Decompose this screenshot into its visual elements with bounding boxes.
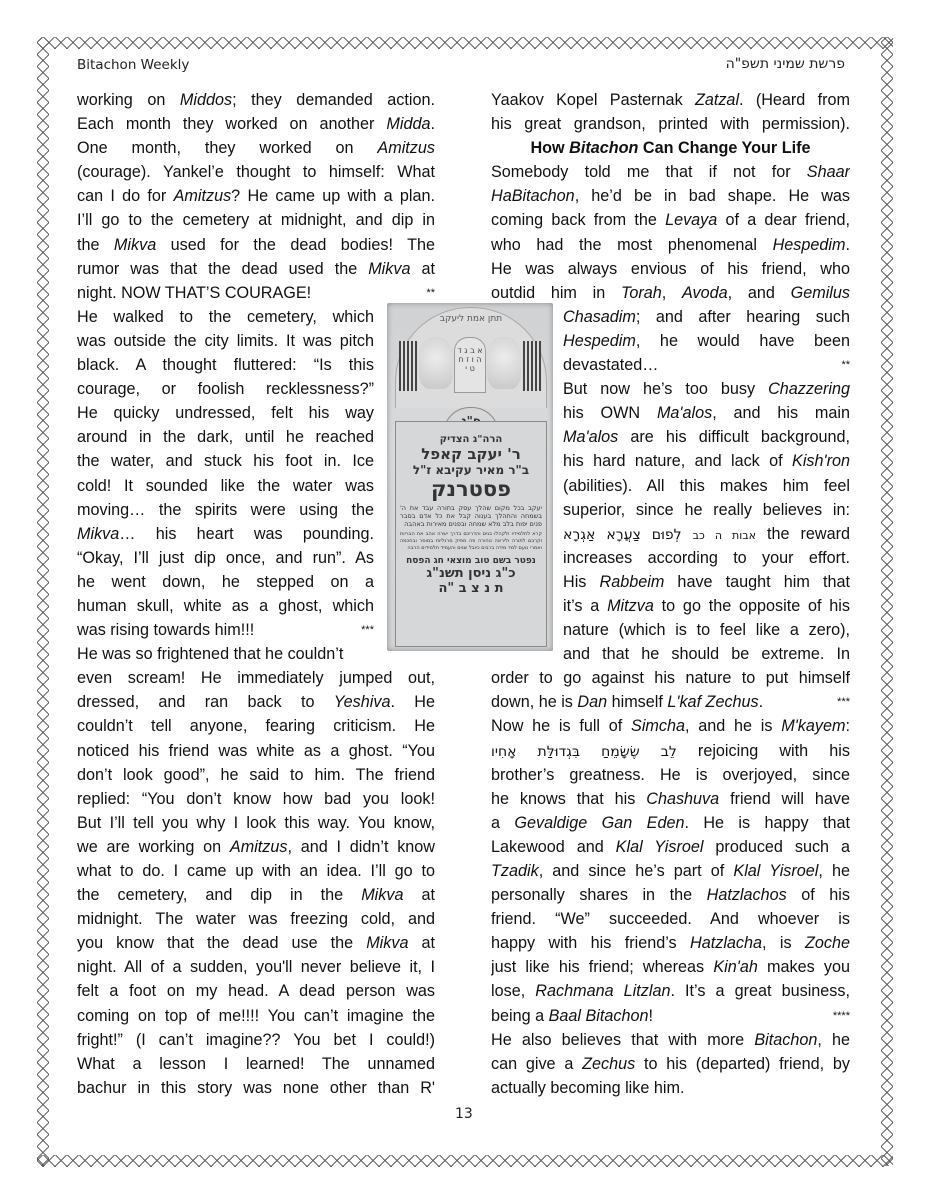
text-line: friend. “We” succeeded. And whoever is: [491, 910, 850, 929]
text-line: actually becoming like him.: [491, 1078, 685, 1097]
text-line: happy with his friend’s Hatzlacha, is Zoche: [491, 934, 850, 953]
text-line: and that he should be extreme. In: [563, 645, 850, 664]
text-line: I’ll go to the cemetery at midnight, and dip in: [77, 211, 435, 230]
text-line: working on Middos; they demanded action.: [77, 91, 435, 109]
text-line: coming on top of me!!!! You can’t imagine the: [77, 1006, 435, 1025]
text-line: he went down, he stepped on a: [77, 572, 374, 591]
section-separator-stars: ***: [837, 696, 850, 709]
article-heading: How Bitachon Can Change Your Life: [530, 139, 811, 158]
text-line: dressed, and ran back to Yeshiva. He: [77, 693, 435, 712]
decorative-border-right: [881, 37, 893, 1166]
text-line: just like his friend; whereas Kin'ah makes you: [491, 958, 850, 977]
text-line: fright!” (I can’t imagine?? You bet I could!): [77, 1030, 435, 1049]
text-line: around in the dark, until he reached: [77, 428, 374, 447]
text-line: couldn’t tell anyone, fearing criticism. He: [77, 717, 435, 736]
text-line-hebrew-quote: לֵב שֶׂשָּׂמֵחַ בִּגְדוּלַּת אָחִיו rejoicing with his: [491, 741, 850, 760]
page-number: 13: [455, 1106, 473, 1122]
text-line: rumor was that the dead used the Mikva at: [77, 259, 435, 278]
text-line: personally shares in the Hatzlachos of his: [491, 886, 850, 905]
text-line: he knows that his Chashuva friend will have: [491, 789, 850, 808]
text-line: Lakewood and Klal Yisroel produced such a: [491, 837, 850, 856]
tombstone-arch: תתן אמת ליעקב: [395, 307, 547, 408]
text-line: we are working on Amitzus, and I didn’t know: [77, 837, 435, 856]
text-line: Now he is full of Simcha, and he is M'kayem:: [491, 717, 850, 736]
text-line: increases according to your effort.: [563, 548, 850, 567]
text-line: Yaakov Kopel Pasternak Zatzal. (Heard from: [491, 91, 850, 109]
decorative-border-top: [37, 37, 893, 49]
text-line: Ma'alos are his difficult background,: [563, 428, 850, 447]
text-line: don’t look good”, he said to him. The friend: [77, 765, 435, 784]
text-line: One month, they worked on Amitzus: [77, 139, 435, 158]
text-line: devastated… **: [563, 353, 850, 377]
text-line: the water, and stuck his foot in. Ice: [77, 452, 374, 471]
left-column: [77, 88, 435, 1100]
text-line: down, he is Dan himself L'kaf Zechus. ***: [491, 690, 850, 714]
text-line: He was so frightened that he couldn’t: [77, 645, 344, 664]
text-line: black. A thought fluttered: “Is this: [77, 356, 374, 375]
section-separator-stars: ****: [832, 1009, 850, 1022]
text-line: his OWN Ma'alos, and his main: [563, 404, 850, 423]
left-column-top-lines: [77, 88, 435, 281]
text-line: HaBitachon, he’d be in bad shape. He was: [491, 187, 850, 206]
text-line: night. NOW THAT’S COURAGE! **: [77, 281, 435, 305]
text-line: human skull, white as a ghost, which: [77, 596, 374, 615]
text-line: outdid him in Torah, Avoda, and Gemilus: [491, 283, 850, 302]
text-line: noticed his friend was white as a ghost. “You: [77, 741, 435, 760]
pillar-icon: [399, 341, 417, 391]
text-line: nature (which is to feel like a zero),: [563, 621, 850, 640]
decorative-border-left: [37, 37, 49, 1166]
text-line: who had the most phenomenal Hespedim.: [491, 235, 850, 254]
text-line: his great grandson, printed with permission).: [491, 115, 850, 134]
text-line: (abilities). All this makes him feel: [563, 476, 850, 495]
text-line: His Rabbeim have taught him that: [563, 572, 850, 591]
text-line: “Okay, I’ll just dip once, and run”. As: [77, 548, 374, 567]
text-line: Somebody told me that if not for Shaar: [491, 163, 850, 182]
hebrew-quote: לֵב שֶׂשָּׂמֵחַ בִּגְדוּלַּת אָחִיו: [491, 743, 677, 760]
text-line: What a lesson I learned! The unnamed: [77, 1054, 435, 1073]
tablets-icon: א ב ג ד ה ו ז ח ט י: [454, 337, 486, 393]
text-line: was rising towards him!!! ***: [77, 618, 374, 642]
text-line: replied: “You don’t know how bad you look!: [77, 789, 435, 808]
header-parsha-title: פרשת שמיני תשפ"ה: [725, 56, 845, 72]
text-line: it’s a Mitzva to go the opposite of his: [563, 596, 850, 615]
tombstone-plaque: הרה"ג הצדיק ר' יעקב קאפל ב"ר מאיר עקיבא ז"ל פסטרנק יעקב בכל מקום שהלך עסק בתורה עבד את ה' בשמחה והתהלך בענוה קבל את כל אדם בסבר פנים יפות בלב מלא שמחה ובפנים מאירות באהבה קרא לתלמידיו ולקהלו בנים והדריכם בדרך ישרה אהב את הבריות וקרבם לתורה וליראה טהורה פה מפיק מרגליות במוסר ובחכמה ואמרי נועם למד מידה ברבים כיובל שנים והעמיד תלמידים הרבה נפטר בשם טוב מוצאי חג הפסח כ"ג ניסן תשנ"ג ת נ צ ב "ה: [395, 421, 547, 647]
text-line: order to go against his nature to put himself: [491, 669, 850, 688]
section-separator-stars: **: [841, 359, 850, 372]
text-line: superior, since he really believes in:: [563, 500, 850, 519]
text-line: But now he’s too busy Chazzering: [563, 380, 850, 399]
right-column-narrow-lines: [491, 305, 850, 666]
section-separator-stars: ***: [361, 624, 374, 637]
text-line: Chasadim; and after hearing such: [563, 307, 850, 326]
text-line: coming back from the Levaya of a dear friend,: [491, 211, 850, 230]
text-line: bachur in this story was none other than R': [77, 1078, 435, 1097]
text-line: He was always envious of his friend, who: [491, 259, 850, 278]
text-line: Hespedim, he would have been: [563, 331, 850, 350]
text-line: midnight. The water was freezing cold, and: [77, 910, 435, 929]
text-line: But I’ll tell you why I look this way. You know,: [77, 813, 435, 832]
header-publication-title: Bitachon Weekly: [77, 57, 190, 73]
text-line: what to do. I came up with an idea. I’ll go to: [77, 862, 435, 880]
text-line: his hard nature, and lack of Kish'ron: [563, 452, 850, 471]
hebrew-source: אבות ה כב: [692, 528, 756, 542]
decorative-border-bottom: [37, 1155, 893, 1167]
text-line: you know that the dead use the Mikva at: [77, 934, 435, 953]
text-line: lose, Rachmana Litzlan. It’s a great business,: [491, 982, 850, 1001]
lion-relief-icon: [419, 337, 453, 389]
text-line: He also believes that with more Bitachon, he: [491, 1030, 850, 1049]
text-line: the cemetery, and dip in the Mikva at: [77, 886, 435, 905]
text-line: even scream! He immediately jumped out,: [77, 669, 435, 688]
text-line: He walked to the cemetery, which: [77, 307, 374, 326]
text-line: (courage). Yankel’e thought to himself: What: [77, 163, 435, 182]
text-line: courage, or foolish recklessness?”: [77, 380, 374, 399]
text-line: He quicky undressed, felt his way: [77, 404, 374, 423]
text-line: was outside the city limits. It was pitch: [77, 331, 374, 350]
text-line: Each month they worked on another Midda.: [77, 115, 435, 134]
text-line: brother’s greatness. He is overjoyed, since: [491, 765, 850, 784]
left-column-narrow-lines: [77, 305, 435, 666]
right-column: [491, 88, 850, 1100]
text-line-hebrew-quote: אבות ה כב לְפוּם צַעֲרָא אַגְרָא the reward: [563, 524, 850, 543]
text-line: felt a foot on my head. A dead person was: [77, 982, 435, 1001]
text-line: can give a Zechus to his (departed) friend, by: [491, 1054, 850, 1073]
text-line: the Mikva used for the dead bodies! The: [77, 235, 435, 254]
text-line: Tzadik, and since he’s part of Klal Yisroel, he: [491, 862, 850, 880]
text-line: cold! It sounded like the water was: [77, 476, 374, 495]
text-line: moving… the spirits were using the: [77, 500, 374, 519]
text-line: a Gevaldige Gan Eden. He is happy that: [491, 813, 850, 832]
section-separator-stars: **: [426, 286, 435, 299]
text-line: night. All of a sudden, you'll never believe it, I: [77, 958, 435, 977]
text-line: can I do for Amitzus? He came up with a plan.: [77, 187, 435, 206]
hebrew-quote: לְפוּם צַעֲרָא אַגְרָא: [563, 526, 682, 543]
text-line: Mikva… his heart was pounding.: [77, 524, 374, 543]
left-column-bottom-lines: [77, 666, 435, 1100]
text-line: being a Baal Bitachon! ****: [491, 1004, 850, 1028]
